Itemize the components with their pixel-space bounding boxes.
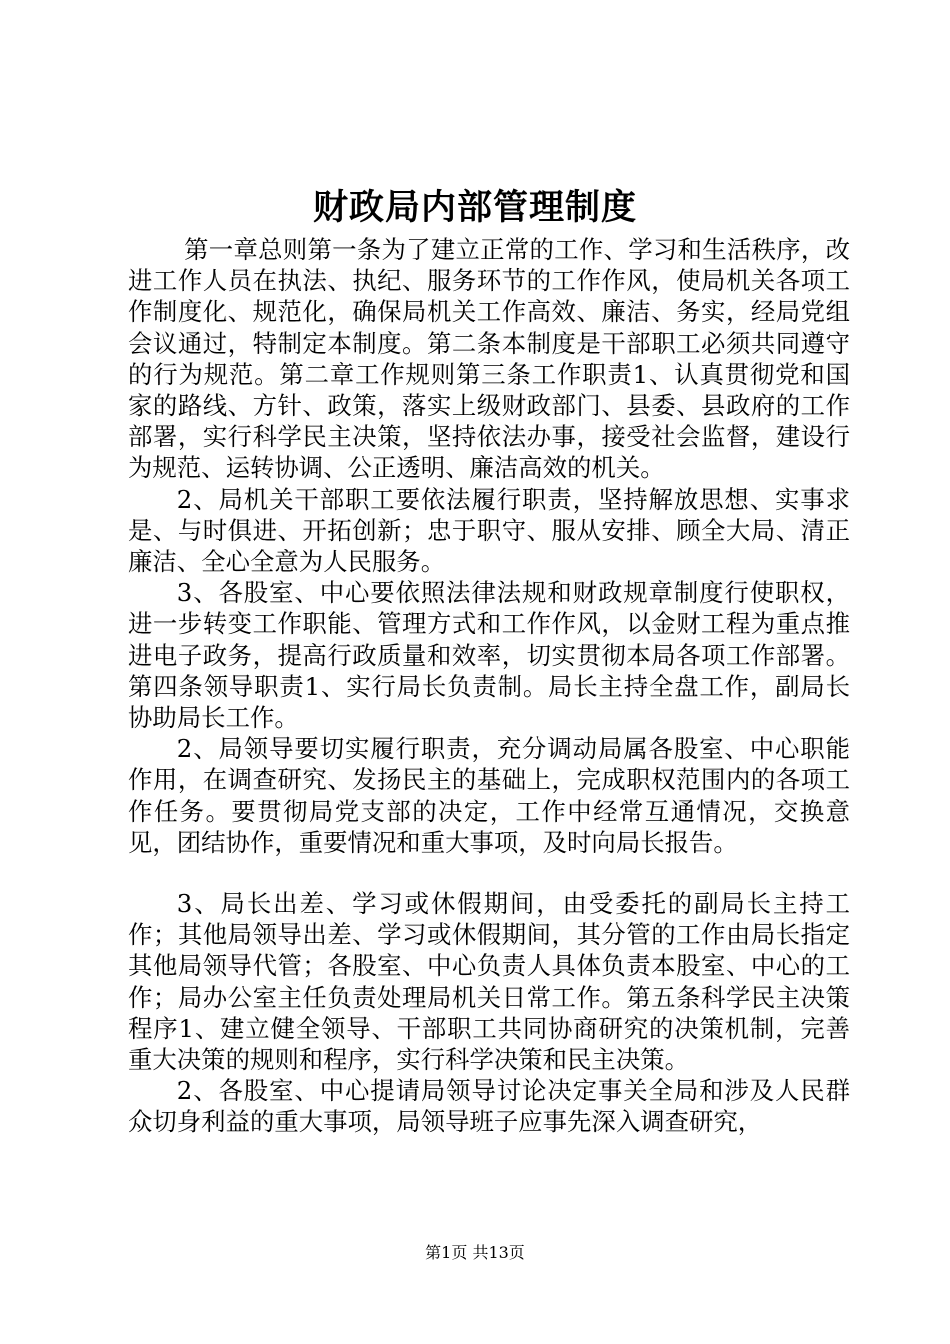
document-title: 财政局内部管理制度: [312, 187, 637, 228]
page-footer: 第1页 共13页: [425, 1243, 525, 1262]
document-body: [128, 234, 850, 1138]
paragraph-staff-duties: 2、局机关干部职工要依法履行职责，坚持解放思想、实事求是、与时俱进、开拓创新；忠于职守、服从安排、顾全大局、清正廉洁、全心全意为人民服务。: [128, 484, 850, 577]
paragraph-major-matters: 2、各股室、中心提请局领导讨论决定事关全局和涉及人民群众切身利益的重大事项，局领导班子应事先深入调查研究，: [128, 1076, 850, 1137]
paragraph-spacer: [128, 858, 850, 888]
paragraph-acting-duties: 3、局长出差、学习或休假期间，由受委托的副局长主持工作；其他局领导出差、学习或休假期间，其分管的工作由局长指定其他局领导代管；各股室、中心负责人具体负责本股室、中心的工作；局办公室主任负责处理局机关日常工作。第五条科学民主决策程序1、建立健全领导、干部职工共同协商研究的决策机制，完善重大决策的规则和程序，实行科学决策和民主决策。: [128, 889, 850, 1075]
paragraph-general-provisions: 第一章总则第一条为了建立正常的工作、学习和生活秩序，改进工作人员在执法、执纪、服务环节的工作作风，使局机关各项工作制度化、规范化，确保局机关工作高效、廉洁、务实，经局党组会议通过，特制定本制度。第二条本制度是干部职工必须共同遵守的行为规范。第二章工作规则第三条工作职责1、认真贯彻党和国家的路线、方针、政策，落实上级财政部门、县委、县政府的工作部署，实行科学民主决策，坚持依法办事，接受社会监督，建设行为规范、运转协调、公正透明、廉洁高效的机关。: [128, 235, 850, 483]
paragraph-department-duties: 3、各股室、中心要依照法律法规和财政规章制度行使职权，进一步转变工作职能、管理方式和工作作风，以金财工程为重点推进电子政务，提高行政质量和效率，切实贯彻本局各项工作部署。第四条领导职责1、实行局长负责制。局长主持全盘工作，副局长协助局长工作。: [128, 578, 850, 733]
paragraph-leader-duties: 2、局领导要切实履行职责，充分调动局属各股室、中心职能作用，在调查研究、发扬民主的基础上，完成职权范围内的各项工作任务。要贯彻局党支部的决定，工作中经常互通情况，交换意见，团结协作，重要情况和重大事项，及时向局长报告。: [128, 734, 850, 857]
